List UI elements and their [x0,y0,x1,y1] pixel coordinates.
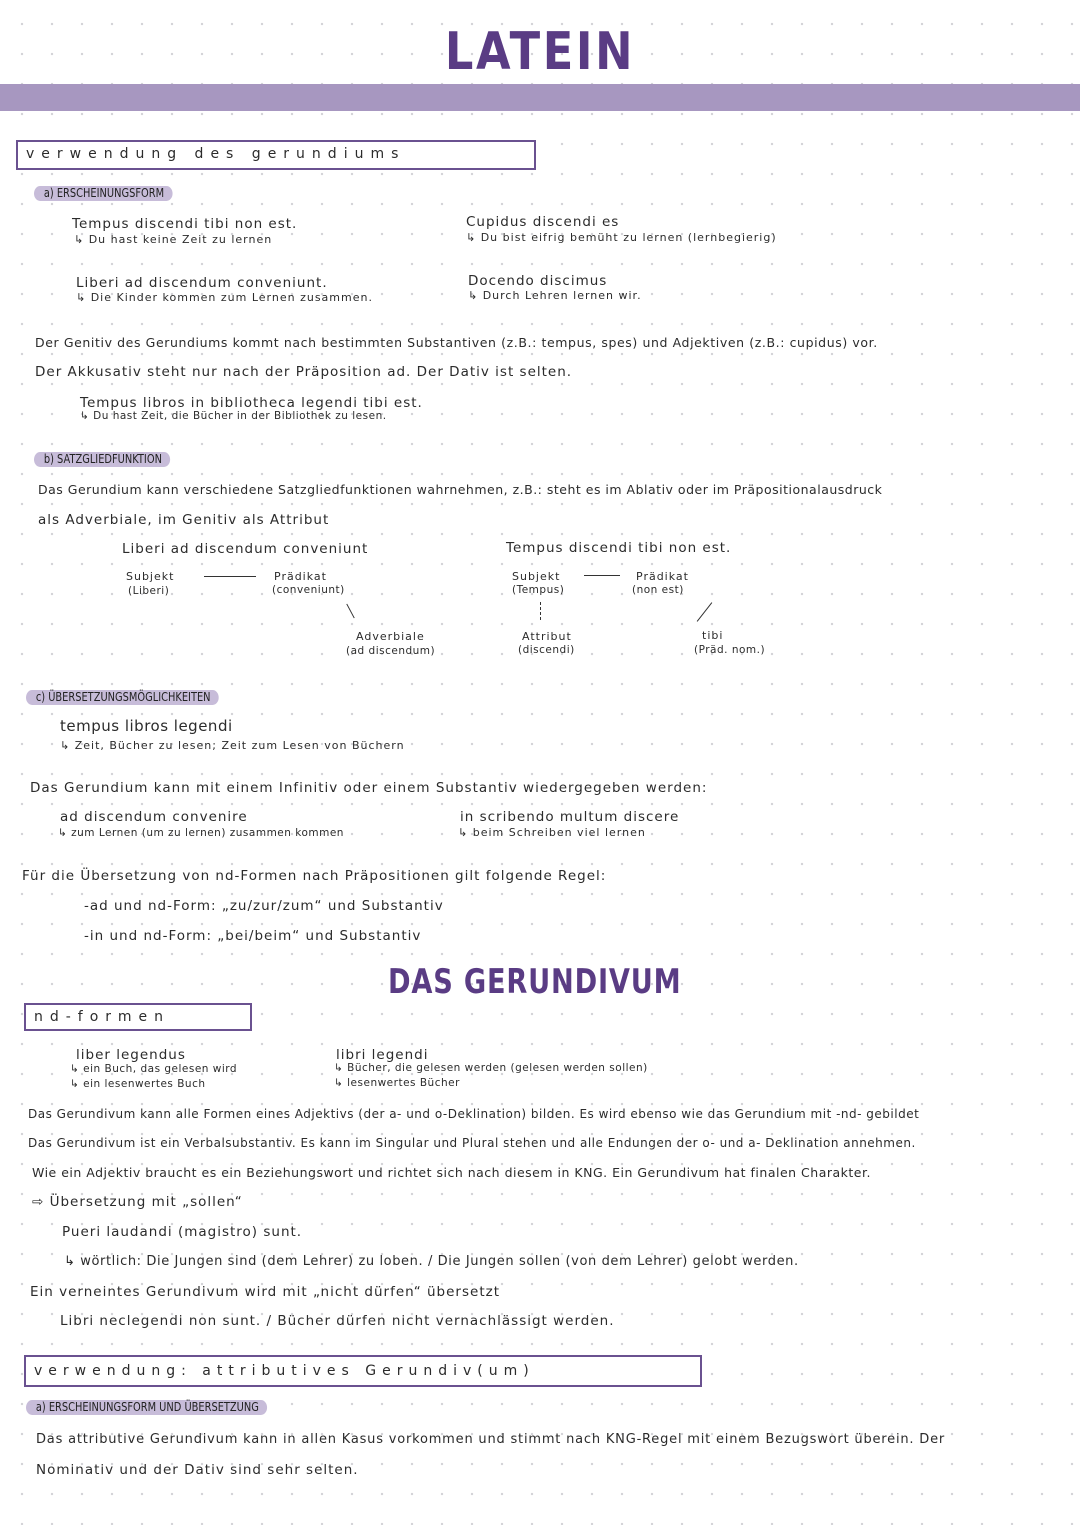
section-box-attributives-gerundivum: verwendung: attributives Gerundiv(um) [24,1355,702,1387]
diagram-connector [584,575,620,576]
example-sentence: libri legendi [336,1047,429,1063]
section-label-uebersetzungsmoeglichkeiten: c) ÜBERSETZUNGSMÖGLICHKEITEN [26,690,219,705]
translation: ↳ Du hast keine Zeit zu lernen [74,233,273,246]
diagram-node-value: (discendi) [518,644,575,656]
rule: -ad und nd-Form: „zu/zur/zum“ und Substantiv [84,898,444,914]
example-sentence: Docendo discimus [468,273,608,289]
section-label-satzgliedfunktion: b) SATZGLIEDFUNKTION [34,452,170,467]
paragraph: Das attributive Gerundivum kann in allen Kasus vorkommen und stimmt nach KNG-Regel mit einem Bezugswort überein. Der [36,1432,946,1447]
translation: ↳ Die Kinder kommen zum Lernen zusammen. [76,291,373,304]
diagram-node-subjekt: Subjekt [512,570,561,583]
translation: ↳ beim Schreiben viel lernen [458,826,646,839]
diagram-node-value: (conveniunt) [272,584,345,596]
example-sentence: Tempus discendi tibi non est. [72,216,298,232]
translation: ↳ ein Buch, das gelesen wird [70,1063,238,1075]
diagram-node-value: (Präd. nom.) [694,644,766,656]
diagram-node-adverbiale: Adverbiale [356,630,425,643]
example-sentence: Liberi ad discendum conveniunt. [76,275,328,291]
diagram-node-value: (ad discendum) [346,645,436,657]
example-sentence: Pueri laudandi (magistro) sunt. [62,1224,303,1240]
diagram-sentence: Liberi ad discendum conveniunt [122,541,369,557]
diagram-node-value: (Liberi) [128,585,170,597]
paragraph: Wie ein Adjektiv braucht es ein Beziehungswort und richtet sich nach diesem in KNG. Ein Gerundivum hat finalen Charakter. [32,1165,871,1180]
diagram-connector [204,576,256,577]
translation: ↳ Bücher, die gelesen werden (gelesen werden sollen) [334,1062,648,1074]
example-sentence: in scribendo multum discere [460,809,680,825]
paragraph: Ein verneintes Gerundivum wird mit „nicht dürfen“ übersetzt [30,1284,500,1300]
section-label-erscheinungsform: a) ERSCHEINUNGSFORM [34,186,172,201]
example-sentence: Tempus libros in bibliotheca legendi tibi est. [80,395,423,411]
example-sentence: liber legendus [76,1047,186,1063]
diagram-connector [346,604,354,619]
diagram-node-subjekt: Subjekt [126,570,175,583]
translation: ↳ Du hast Zeit, die Bücher in der Bibliothek zu lesen. [80,410,387,422]
paragraph: Der Akkusativ steht nur nach der Präposition ad. Der Dativ ist selten. [35,364,573,380]
rule: -in und nd-Form: „bei/beim“ und Substantiv [84,928,422,944]
paragraph: als Adverbiale, im Genitiv als Attribut [38,512,330,528]
section-box-gerundium: verwendung des gerundiums [16,140,536,170]
diagram-connector [540,602,542,620]
translation: ↳ ein lesenwertes Buch [70,1078,206,1090]
diagram-node-attribut: Attribut [522,630,572,643]
header-band [0,84,1080,111]
paragraph: ⇨ Übersetzung mit „sollen“ [32,1194,243,1210]
diagram-node-value: (non est) [632,584,684,596]
example-sentence: Cupidus discendi es [466,214,620,230]
translation: ↳ zum Lernen (um zu lernen) zusammen kommen [58,827,344,839]
paragraph: Der Genitiv des Gerundiums kommt nach bestimmten Substantiven (z.B.: tempus, spes) und Adjektiven (z.B.: cupidus) vor. [35,335,878,350]
paragraph: Das Gerundivum ist ein Verbalsubstantiv. Es kann im Singular und Plural stehen und alle Endungen der o- und a- Deklination annehmen. [28,1136,916,1150]
section-box-nd-formen: nd-formen [24,1003,252,1031]
translation: ↳ Durch Lehren lernen wir. [468,289,642,302]
diagram-sentence: Tempus discendi tibi non est. [506,540,732,556]
translation: ↳ Zeit, Bücher zu lesen; Zeit zum Lesen von Büchern [60,739,405,752]
translation: ↳ Du bist eifrig bemüht zu lernen (lernbegierig) [466,231,777,244]
diagram-node-value: (Tempus) [512,584,565,596]
paragraph: Für die Übersetzung von nd-Formen nach Präpositionen gilt folgende Regel: [22,868,607,884]
diagram-node-praedikat: Prädikat [274,570,327,583]
example-sentence: Libri neclegendi non sunt. / Bücher dürfen nicht vernachlässigt werden. [60,1313,615,1329]
paragraph: Das Gerundium kann verschiedene Satzgliedfunktionen wahrnehmen, z.B.: steht es im Ablativ oder im Präpositionalausdruck [38,482,883,497]
diagram-node-tibi: tibi [702,629,724,642]
diagram-node-praedikat: Prädikat [636,570,689,583]
paragraph: Das Gerundivum kann alle Formen eines Adjektivs (der a- und o-Deklination) bilden. Es wird ebenso wie das Gerundium mit -nd- gebildet [28,1107,920,1121]
example-sentence: ad discendum convenire [60,809,248,825]
translation: ↳ lesenwertes Bücher [334,1077,460,1089]
paragraph: Das Gerundium kann mit einem Infinitiv oder einem Substantiv wiedergegeben werden: [30,780,708,796]
page-title: LATEIN [444,22,636,82]
section-title-gerundivum: DAS GERUNDIVUM [388,962,682,1002]
section-label-erscheinungsform-uebersetzung: a) ERSCHEINUNGSFORM UND ÜBERSETZUNG [26,1400,267,1415]
diagram-connector [697,602,713,622]
translation: ↳ wörtlich: Die Jungen sind (dem Lehrer) zu loben. / Die Jungen sollen (von dem Lehrer) gelobt werden. [64,1254,799,1269]
example-sentence: tempus libros legendi [60,717,233,735]
paragraph: Nominativ und der Dativ sind sehr selten. [36,1462,359,1478]
